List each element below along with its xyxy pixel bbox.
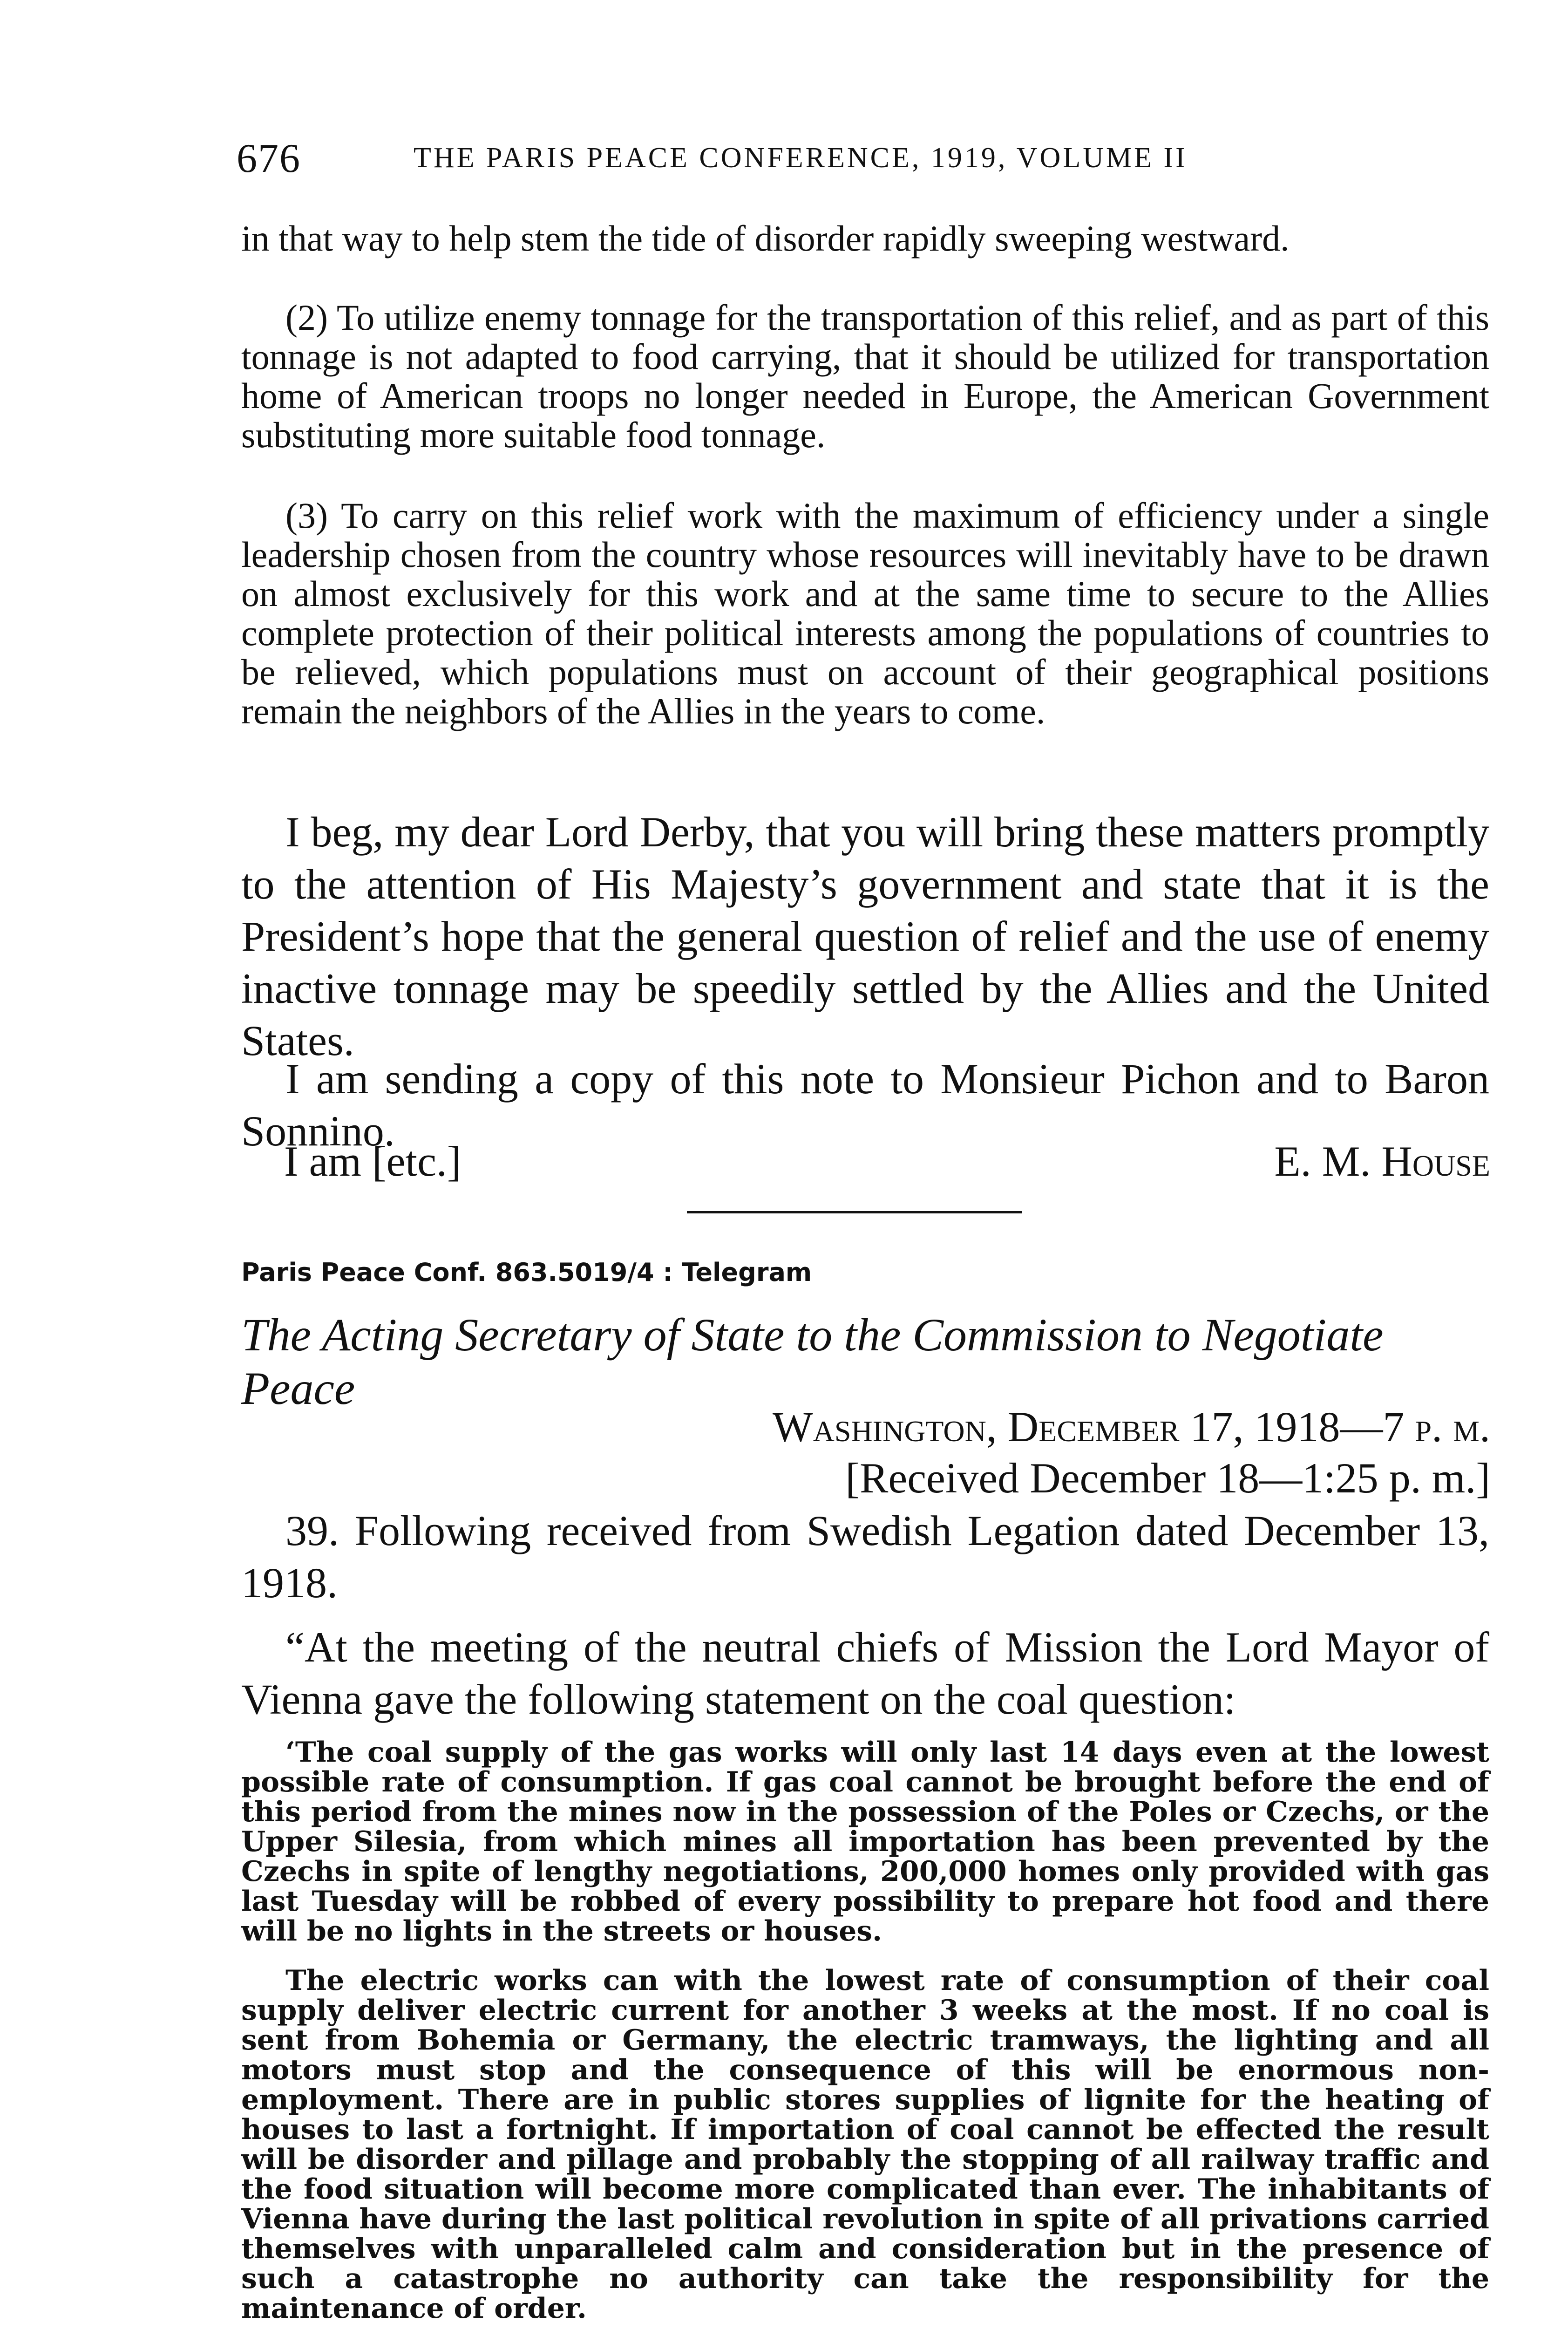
telegram-paragraph-2: “At the meeting of the neutral chiefs of Mission the Lord Mayor of Vienna gave the following statement on the coal question: <box>241 1623 1489 1723</box>
section-divider <box>687 1211 1022 1213</box>
dateline-text: Washington, December 17, 1918—7 p. m. <box>772 1403 1490 1451</box>
letter-copy-note: I am sending a copy of this note to Monsieur Pichon and to Baron Sonnino. <box>241 1055 1489 1155</box>
dateline <box>373 1402 1490 1451</box>
page-number: 676 <box>237 136 301 181</box>
quoted-statement-1: ‘The coal supply of the gas works will only last 14 days even at the lowest possible rate of consumption. If gas coal cannot be brought before the end of this period from the mines now in the possession of the Poles or Czechs, or the Upper Silesia, from which mines all importation has been prevented by the Czechs in spite of lengthy negotiations, 200,000 homes only provided with gas last Tuesday will be robbed of every possibility to prepare hot food and there will be no lights in the streets or houses. <box>241 1736 1489 1948</box>
continuation-paragraph-3: (3) To carry on this relief work with the maximum of efficiency under a single leadership chosen from the country whose resources will inevitably have to be drawn on almost exclusively for this work and at the same time to secure to the Allies complete protection of their political interests among the populations of countries to be relieved, which populations must on account of their geographical positions remain the neighbors of the Allies in the years to come. <box>241 495 1489 731</box>
continuation-paragraph-1: in that way to help stem the tide of disorder rapidly sweeping westward. <box>241 218 1290 259</box>
page-header <box>237 135 1494 182</box>
quoted-statement-2: The electric works can with the lowest rate of consumption of their coal supply deliver electric current for another 3 weeks at the most. If no coal is sent from Bohemia or Germany, the electric tramways, the lighting and all motors must stop and the consequence of this will be enormous non-employment. There are in public stores supplies of lignite for the heating of houses to last a fortnight. If importation of coal cannot be effected the result will be disorder and pillage and probably the stopping of all railway traffic and the food situation will become more complicated than ever. The inhabitants of Vienna have during the last political revolution in spite of all privations carried themselves with unparalleled calm and consideration but in the presence of such a catastrophe no authority can take the responsibility for the maintenance of order. <box>241 1964 1489 2325</box>
running-head: THE PARIS PEACE CONFERENCE, 1919, VOLUME II <box>414 142 1188 174</box>
complimentary-close: I am [etc.] <box>284 1137 462 1185</box>
telegram-paragraph-1: 39. Following received from Swedish Legation dated December 13, 1918. <box>241 1507 1489 1607</box>
document-title: The Acting Secretary of State to the Commission to Negotiate Peace <box>241 1309 1384 1414</box>
continuation-paragraph-2: (2) To utilize enemy tonnage for the transportation of this relief, and as part of this tonnage is not adapted to food carrying, that it should be utilized for transportation home of American troops no longer needed in Europe, the American Government substituting more suitable food tonnage. <box>241 297 1489 455</box>
received-line: [Received December 18—1:25 p. m.] <box>845 1454 1490 1502</box>
file-reference: Paris Peace Conf. 863.5019/4 : Telegram <box>241 1258 812 1287</box>
signature: E. M. House <box>1274 1137 1490 1185</box>
letter-paragraph: I beg, my dear Lord Derby, that you will bring these matters promptly to the attention of His Majesty’s government and state that it is the President’s hope that the general question of relief and the use of enemy inactive tonnage may be speedily settled by the Allies and the United States. <box>241 808 1489 1064</box>
